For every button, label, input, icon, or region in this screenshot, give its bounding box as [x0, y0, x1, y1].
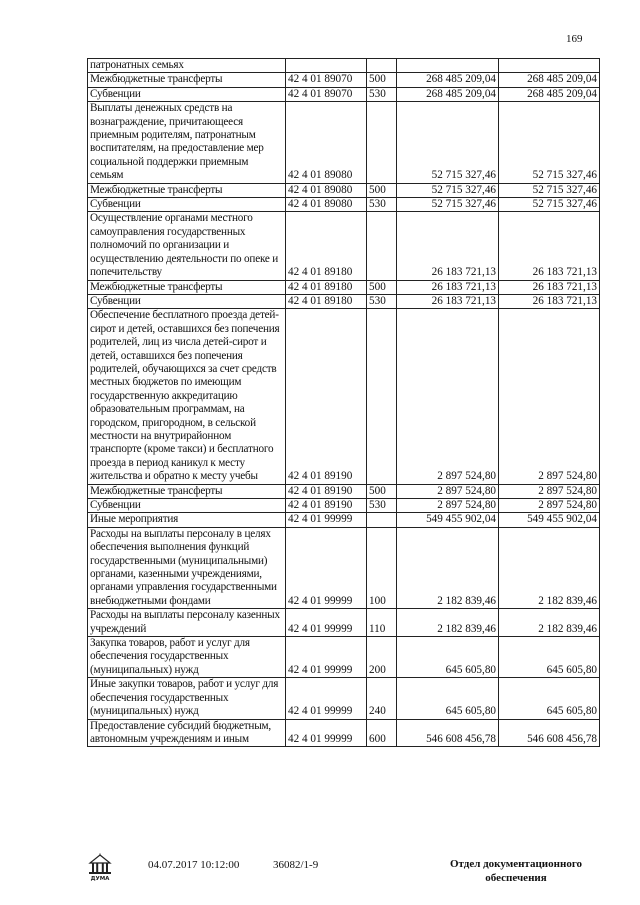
- row-code: 42 4 01 89190: [286, 484, 367, 498]
- row-sum-2: 52 715 327,46: [499, 102, 600, 183]
- row-name: Выплаты денежных средств на вознаграждение, причитающееся приемным родителям, патронатным воспитателям, на предоставление мер социальной поддержки приемным семьям: [88, 102, 286, 183]
- row-name: Межбюджетные трансферты: [88, 280, 286, 294]
- footer-date: 04.07.2017 10:12:00: [148, 859, 240, 871]
- row-sum-1: 268 485 209,04: [397, 87, 499, 101]
- row-sum-2: 2 897 524,80: [499, 499, 600, 513]
- footer-department-line-1: Отдел документационного: [449, 858, 583, 870]
- page-number: 169: [566, 33, 583, 45]
- row-code: 42 4 01 89080: [286, 198, 367, 212]
- row-type: [367, 309, 397, 484]
- row-code: 42 4 01 89190: [286, 309, 367, 484]
- row-sum-2: 26 183 721,13: [499, 280, 600, 294]
- row-name: Иные закупки товаров, работ и услуг для обеспечения государственных (муниципальных) нужд: [88, 678, 286, 719]
- table-row: [88, 719, 600, 747]
- row-code: 42 4 01 99999: [286, 513, 367, 527]
- row-type: 500: [367, 73, 397, 87]
- row-name: Субвенции: [88, 294, 286, 308]
- row-sum-1: 52 715 327,46: [397, 102, 499, 183]
- row-sum-2: 268 485 209,04: [499, 73, 600, 87]
- row-name: Субвенции: [88, 87, 286, 101]
- row-sum-1: 2 897 524,80: [397, 484, 499, 498]
- row-name: Расходы на выплаты персоналу казенных учреждений: [88, 609, 286, 637]
- row-code: 42 4 01 99999: [286, 719, 367, 747]
- table-row: [88, 198, 600, 212]
- row-type: 240: [367, 678, 397, 719]
- row-type: [367, 513, 397, 527]
- row-type: 500: [367, 280, 397, 294]
- row-code: 42 4 01 89080: [286, 183, 367, 197]
- row-sum-1: 26 183 721,13: [397, 294, 499, 308]
- row-name: Субвенции: [88, 499, 286, 513]
- row-name: Межбюджетные трансферты: [88, 73, 286, 87]
- row-sum-2: 2 182 839,46: [499, 609, 600, 637]
- row-sum-2: 546 608 456,78: [499, 719, 600, 747]
- row-code: 42 4 01 99999: [286, 678, 367, 719]
- row-name: Обеспечение бесплатного проезда детей-сирот и детей, оставшихся без попечения родителей, лиц из числа детей-сирот и детей, оставшихся без попечения родителей, обучающихся за счет средств местных бюджетов по имеющим государственную аккредитацию образовательным программам, на городском, пригородном, в сельской местности на внутрирайонном транспорте (кроме такси) и бесплатного проезда в период каникул к месту жительства и обратно к месту учебы: [88, 309, 286, 484]
- row-sum-2: 645 605,80: [499, 678, 600, 719]
- row-sum-1: 52 715 327,46: [397, 183, 499, 197]
- row-name: Субвенции: [88, 198, 286, 212]
- row-name: Расходы на выплаты персоналу в целях обеспечения выполнения функций государственными (муниципальными) органами, казенными учреждениями, органами управления государственными внебюджетными фондами: [88, 527, 286, 608]
- footer-doc-number: 36082/1-9: [273, 859, 319, 871]
- row-code: 42 4 01 89070: [286, 87, 367, 101]
- row-code: [286, 59, 367, 73]
- table-row: [88, 527, 600, 608]
- row-sum-2: 2 897 524,80: [499, 309, 600, 484]
- row-code: 42 4 01 89070: [286, 73, 367, 87]
- row-code: 42 4 01 99999: [286, 609, 367, 637]
- row-code: 42 4 01 89180: [286, 280, 367, 294]
- table-row: [88, 87, 600, 101]
- table-row: [88, 637, 600, 678]
- row-sum-1: 2 897 524,80: [397, 499, 499, 513]
- row-code: 42 4 01 89180: [286, 294, 367, 308]
- row-sum-2: 268 485 209,04: [499, 87, 600, 101]
- row-type: 100: [367, 527, 397, 608]
- budget-table: [87, 58, 600, 747]
- table-row: [88, 294, 600, 308]
- row-code: 42 4 01 99999: [286, 637, 367, 678]
- row-type: 600: [367, 719, 397, 747]
- row-sum-2: 2 182 839,46: [499, 527, 600, 608]
- row-code: 42 4 01 89080: [286, 102, 367, 183]
- row-name: Иные мероприятия: [88, 513, 286, 527]
- table-row: [88, 73, 600, 87]
- row-name: патронатных семьях: [88, 59, 286, 73]
- row-code: 42 4 01 89190: [286, 499, 367, 513]
- table-row: [88, 280, 600, 294]
- row-name: Закупка товаров, работ и услуг для обеспечения государственных (муниципальных) нужд: [88, 637, 286, 678]
- row-sum-1: 2 182 839,46: [397, 527, 499, 608]
- row-sum-2: 52 715 327,46: [499, 198, 600, 212]
- table-row: [88, 59, 600, 73]
- footer-department: [436, 857, 596, 885]
- row-sum-2: 26 183 721,13: [499, 294, 600, 308]
- row-name: Предоставление субсидий бюджетным, автономным учреждениям и иным: [88, 719, 286, 747]
- row-type: 500: [367, 183, 397, 197]
- row-type: 200: [367, 637, 397, 678]
- row-sum-2: 52 715 327,46: [499, 183, 600, 197]
- row-code: 42 4 01 89180: [286, 212, 367, 280]
- row-name: Осуществление органами местного самоуправления государственных полномочий по организации и осуществлению деятельности по опеке и попечительству: [88, 212, 286, 280]
- row-type: [367, 59, 397, 73]
- table-row: [88, 609, 600, 637]
- row-sum-2: 645 605,80: [499, 637, 600, 678]
- table-row: [88, 513, 600, 527]
- row-sum-2: 26 183 721,13: [499, 212, 600, 280]
- row-sum-2: [499, 59, 600, 73]
- row-sum-1: 26 183 721,13: [397, 280, 499, 294]
- footer-department-line-2: обеспечения: [485, 872, 547, 884]
- row-type: 110: [367, 609, 397, 637]
- table-row: [88, 212, 600, 280]
- emblem-label: ДУМА: [90, 876, 110, 881]
- table-row: [88, 102, 600, 183]
- table-row: [88, 309, 600, 484]
- row-sum-1: 549 455 902,04: [397, 513, 499, 527]
- row-name: Межбюджетные трансферты: [88, 183, 286, 197]
- row-sum-1: 645 605,80: [397, 637, 499, 678]
- row-type: [367, 102, 397, 183]
- table-row: [88, 484, 600, 498]
- row-sum-1: 2 897 524,80: [397, 309, 499, 484]
- row-type: 530: [367, 499, 397, 513]
- row-code: 42 4 01 99999: [286, 527, 367, 608]
- table-row: [88, 678, 600, 719]
- row-sum-1: [397, 59, 499, 73]
- row-type: 530: [367, 294, 397, 308]
- table-row: [88, 499, 600, 513]
- row-sum-1: 268 485 209,04: [397, 73, 499, 87]
- row-type: 530: [367, 87, 397, 101]
- row-type: 530: [367, 198, 397, 212]
- row-sum-1: 52 715 327,46: [397, 198, 499, 212]
- table-row: [88, 183, 600, 197]
- row-sum-1: 2 182 839,46: [397, 609, 499, 637]
- row-sum-2: 549 455 902,04: [499, 513, 600, 527]
- row-sum-1: 645 605,80: [397, 678, 499, 719]
- row-sum-2: 2 897 524,80: [499, 484, 600, 498]
- row-sum-1: 546 608 456,78: [397, 719, 499, 747]
- row-sum-1: 26 183 721,13: [397, 212, 499, 280]
- row-name: Межбюджетные трансферты: [88, 484, 286, 498]
- duma-emblem-icon: [88, 853, 112, 881]
- row-type: 500: [367, 484, 397, 498]
- row-type: [367, 212, 397, 280]
